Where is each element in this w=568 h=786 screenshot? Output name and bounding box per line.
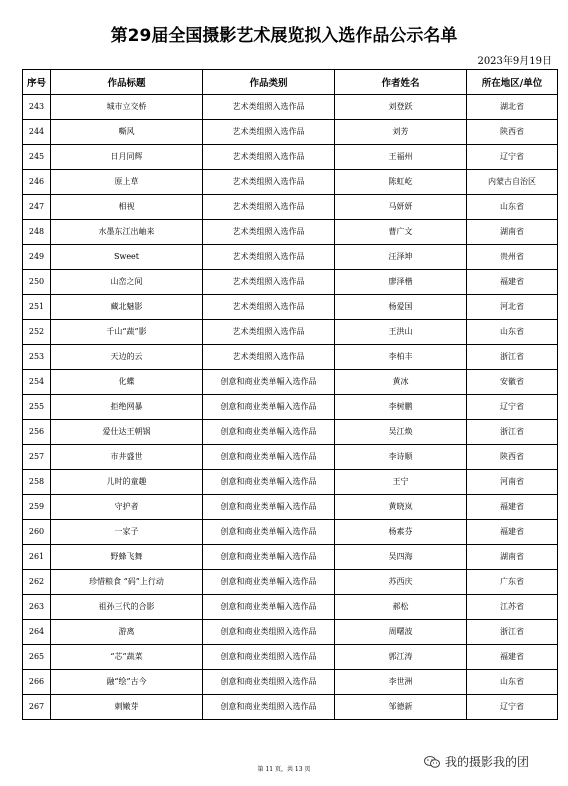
cell-category: 创意和商业类单幅入选作品 bbox=[203, 545, 335, 570]
cell-category: 创意和商业类组照入选作品 bbox=[203, 670, 335, 695]
column-header-region: 所在地区/单位 bbox=[467, 70, 558, 95]
cell-category: 艺术类组照入选作品 bbox=[203, 295, 335, 320]
cell-category: 创意和商业类组照入选作品 bbox=[203, 620, 335, 645]
cell-author: 郝松 bbox=[335, 595, 467, 620]
cell-author: 王宁 bbox=[335, 470, 467, 495]
cell-number: 251 bbox=[23, 295, 51, 320]
cell-author: 黄冰 bbox=[335, 370, 467, 395]
cell-number: 259 bbox=[23, 495, 51, 520]
cell-number: 266 bbox=[23, 670, 51, 695]
cell-region: 广东省 bbox=[467, 570, 558, 595]
cell-title: 刺嫩芽 bbox=[51, 695, 203, 720]
cell-number: 249 bbox=[23, 245, 51, 270]
cell-author: 王福州 bbox=[335, 145, 467, 170]
cell-author: 杨爱国 bbox=[335, 295, 467, 320]
table-row bbox=[23, 670, 558, 695]
cell-title: 拒绝网暴 bbox=[51, 395, 203, 420]
cell-region: 浙江省 bbox=[467, 420, 558, 445]
cell-category: 创意和商业类单幅入选作品 bbox=[203, 395, 335, 420]
cell-title: 水墨东江出岫来 bbox=[51, 220, 203, 245]
table-row bbox=[23, 570, 558, 595]
cell-category: 艺术类组照入选作品 bbox=[203, 195, 335, 220]
watermark bbox=[424, 753, 529, 770]
cell-category: 艺术类组照入选作品 bbox=[203, 320, 335, 345]
cell-author: 李世洲 bbox=[335, 670, 467, 695]
cell-author: 王洪山 bbox=[335, 320, 467, 345]
cell-category: 创意和商业类单幅入选作品 bbox=[203, 495, 335, 520]
cell-category: 创意和商业类单幅入选作品 bbox=[203, 445, 335, 470]
table-row bbox=[23, 495, 558, 520]
cell-category: 艺术类组照入选作品 bbox=[203, 95, 335, 120]
cell-category: 创意和商业类单幅入选作品 bbox=[203, 370, 335, 395]
table-row bbox=[23, 395, 558, 420]
cell-title: 城市立交桥 bbox=[51, 95, 203, 120]
table-row bbox=[23, 220, 558, 245]
page-footer: 第 11 页，共 13 页 bbox=[257, 766, 311, 773]
cell-category: 艺术类组照入选作品 bbox=[203, 145, 335, 170]
table-row bbox=[23, 470, 558, 495]
table-row bbox=[23, 145, 558, 170]
table-row bbox=[23, 620, 558, 645]
cell-category: 创意和商业类单幅入选作品 bbox=[203, 470, 335, 495]
table-row bbox=[23, 695, 558, 720]
cell-category: 创意和商业类单幅入选作品 bbox=[203, 595, 335, 620]
table-row bbox=[23, 445, 558, 470]
cell-number: 254 bbox=[23, 370, 51, 395]
cell-region: 福建省 bbox=[467, 270, 558, 295]
column-header-number: 序号 bbox=[23, 70, 51, 95]
cell-region: 福建省 bbox=[467, 495, 558, 520]
cell-title: 野蜂飞舞 bbox=[51, 545, 203, 570]
cell-region: 辽宁省 bbox=[467, 695, 558, 720]
cell-author: 周曙波 bbox=[335, 620, 467, 645]
cell-title: “芯”蔬菜 bbox=[51, 645, 203, 670]
cell-region: 湖南省 bbox=[467, 545, 558, 570]
cell-number: 248 bbox=[23, 220, 51, 245]
cell-title: 日月同辉 bbox=[51, 145, 203, 170]
cell-author: 李诗顺 bbox=[335, 445, 467, 470]
cell-number: 245 bbox=[23, 145, 51, 170]
cell-region: 内蒙古自治区 bbox=[467, 170, 558, 195]
cell-number: 255 bbox=[23, 395, 51, 420]
cell-region: 江苏省 bbox=[467, 595, 558, 620]
cell-author: 刘芳 bbox=[335, 120, 467, 145]
cell-author: 汪泽坤 bbox=[335, 245, 467, 270]
cell-title: Sweet bbox=[51, 245, 203, 270]
table-header-row bbox=[23, 70, 558, 95]
cell-title: 相视 bbox=[51, 195, 203, 220]
cell-region: 浙江省 bbox=[467, 345, 558, 370]
cell-author: 邹德新 bbox=[335, 695, 467, 720]
cell-title: 千山“蔬”影 bbox=[51, 320, 203, 345]
table-row bbox=[23, 545, 558, 570]
column-header-title: 作品标题 bbox=[51, 70, 203, 95]
cell-title: 市井盛世 bbox=[51, 445, 203, 470]
cell-number: 257 bbox=[23, 445, 51, 470]
cell-number: 247 bbox=[23, 195, 51, 220]
cell-author: 陈虹屹 bbox=[335, 170, 467, 195]
cell-category: 艺术类组照入选作品 bbox=[203, 120, 335, 145]
cell-region: 山东省 bbox=[467, 320, 558, 345]
cell-author: 曹广文 bbox=[335, 220, 467, 245]
table-row bbox=[23, 245, 558, 270]
table-body bbox=[23, 95, 558, 720]
cell-region: 湖南省 bbox=[467, 220, 558, 245]
cell-title: 珍惜粮食 “码”上行动 bbox=[51, 570, 203, 595]
cell-number: 256 bbox=[23, 420, 51, 445]
cell-title: 藏北魅影 bbox=[51, 295, 203, 320]
cell-title: 山峦之间 bbox=[51, 270, 203, 295]
cell-category: 艺术类组照入选作品 bbox=[203, 170, 335, 195]
cell-title: 化蝶 bbox=[51, 370, 203, 395]
cell-title: 祖孙三代的合影 bbox=[51, 595, 203, 620]
cell-region: 辽宁省 bbox=[467, 395, 558, 420]
cell-region: 陕西省 bbox=[467, 120, 558, 145]
cell-number: 263 bbox=[23, 595, 51, 620]
nominee-table bbox=[22, 69, 558, 720]
cell-region: 山东省 bbox=[467, 195, 558, 220]
cell-title: 游离 bbox=[51, 620, 203, 645]
column-header-category: 作品类别 bbox=[203, 70, 335, 95]
cell-author: 吴江焕 bbox=[335, 420, 467, 445]
cell-category: 创意和商业类单幅入选作品 bbox=[203, 420, 335, 445]
cell-number: 244 bbox=[23, 120, 51, 145]
cell-author: 李柏丰 bbox=[335, 345, 467, 370]
cell-title: 融“绘”古今 bbox=[51, 670, 203, 695]
table-row bbox=[23, 645, 558, 670]
cell-region: 福建省 bbox=[467, 645, 558, 670]
cell-category: 创意和商业类单幅入选作品 bbox=[203, 570, 335, 595]
cell-region: 湖北省 bbox=[467, 95, 558, 120]
cell-number: 264 bbox=[23, 620, 51, 645]
table-row bbox=[23, 270, 558, 295]
table-row bbox=[23, 345, 558, 370]
cell-number: 252 bbox=[23, 320, 51, 345]
cell-region: 山东省 bbox=[467, 670, 558, 695]
document-date: 2023年9月19日 bbox=[477, 56, 552, 67]
table-row bbox=[23, 120, 558, 145]
cell-number: 261 bbox=[23, 545, 51, 570]
cell-title: 守护者 bbox=[51, 495, 203, 520]
cell-author: 苏西庆 bbox=[335, 570, 467, 595]
cell-author: 黄晓岚 bbox=[335, 495, 467, 520]
cell-region: 安徽省 bbox=[467, 370, 558, 395]
table-row bbox=[23, 595, 558, 620]
table-row bbox=[23, 195, 558, 220]
cell-region: 福建省 bbox=[467, 520, 558, 545]
cell-title: 天边的云 bbox=[51, 345, 203, 370]
cell-category: 艺术类组照入选作品 bbox=[203, 345, 335, 370]
cell-category: 创意和商业类单幅入选作品 bbox=[203, 520, 335, 545]
table-row bbox=[23, 295, 558, 320]
cell-region: 陕西省 bbox=[467, 445, 558, 470]
cell-title: 一家子 bbox=[51, 520, 203, 545]
cell-number: 246 bbox=[23, 170, 51, 195]
cell-author: 刘登跃 bbox=[335, 95, 467, 120]
cell-number: 243 bbox=[23, 95, 51, 120]
cell-category: 创意和商业类组照入选作品 bbox=[203, 645, 335, 670]
cell-number: 265 bbox=[23, 645, 51, 670]
cell-title: 爱仕达王朝锅 bbox=[51, 420, 203, 445]
cell-category: 艺术类组照入选作品 bbox=[203, 220, 335, 245]
cell-region: 河南省 bbox=[467, 470, 558, 495]
cell-region: 辽宁省 bbox=[467, 145, 558, 170]
table-row bbox=[23, 320, 558, 345]
column-header-author: 作者姓名 bbox=[335, 70, 467, 95]
table-row bbox=[23, 520, 558, 545]
table-row bbox=[23, 95, 558, 120]
table-row bbox=[23, 420, 558, 445]
cell-category: 创意和商业类组照入选作品 bbox=[203, 695, 335, 720]
cell-title: 原上草 bbox=[51, 170, 203, 195]
cell-region: 河北省 bbox=[467, 295, 558, 320]
cell-title: 嘶风 bbox=[51, 120, 203, 145]
cell-author: 马妍妍 bbox=[335, 195, 467, 220]
cell-category: 艺术类组照入选作品 bbox=[203, 270, 335, 295]
cell-number: 267 bbox=[23, 695, 51, 720]
cell-category: 艺术类组照入选作品 bbox=[203, 245, 335, 270]
wechat-icon bbox=[424, 756, 440, 768]
cell-number: 253 bbox=[23, 345, 51, 370]
cell-author: 杨素芬 bbox=[335, 520, 467, 545]
watermark-text: 我的摄影我的团 bbox=[445, 755, 530, 769]
cell-region: 浙江省 bbox=[467, 620, 558, 645]
cell-author: 李树鹏 bbox=[335, 395, 467, 420]
cell-author: 廖泽楷 bbox=[335, 270, 467, 295]
page-title: 第29届全国摄影艺术展览拟入选作品公示名单 bbox=[110, 26, 458, 46]
cell-author: 郭江涛 bbox=[335, 645, 467, 670]
cell-number: 260 bbox=[23, 520, 51, 545]
cell-number: 258 bbox=[23, 470, 51, 495]
cell-title: 儿时的童趣 bbox=[51, 470, 203, 495]
cell-number: 250 bbox=[23, 270, 51, 295]
cell-author: 吴四海 bbox=[335, 545, 467, 570]
cell-region: 贵州省 bbox=[467, 245, 558, 270]
table-row bbox=[23, 370, 558, 395]
cell-number: 262 bbox=[23, 570, 51, 595]
table-row bbox=[23, 170, 558, 195]
